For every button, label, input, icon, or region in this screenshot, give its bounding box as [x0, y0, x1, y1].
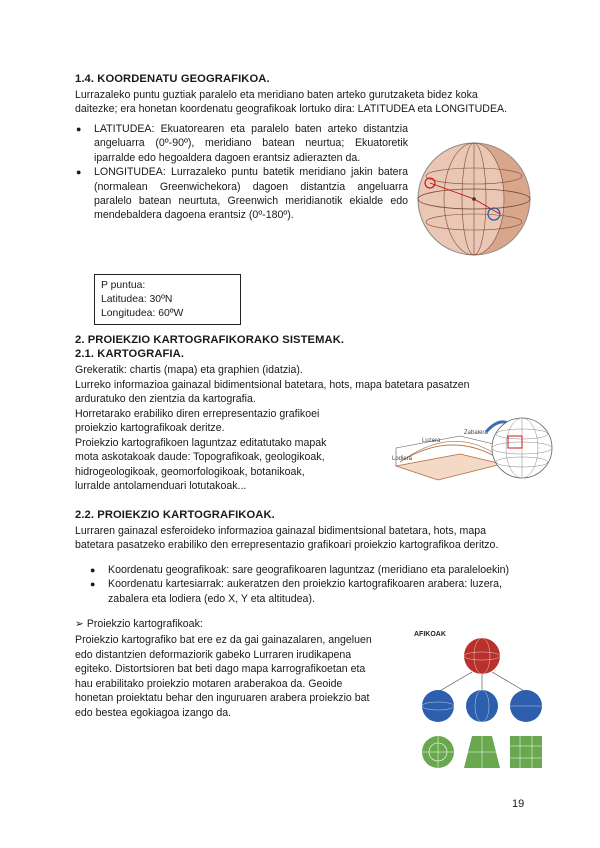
globe-coordinates-figure: [410, 138, 538, 260]
projection-bullet-list: [88, 563, 538, 606]
bullet-kartesiarrak: ● Koordenatu kartesiarrak: aukeratzen den proiekzio kartografikoaren arabera: luzera, zabalera eta lodiera (edo X, Y eta altitudea).: [88, 577, 538, 606]
intro-line-2: daitezke; era honetan koordenatu geografikoak lortuko dira: LATITUDEA eta LONGITUDEA.: [75, 103, 508, 115]
projection-para-line-4: hau erabilitako proiekzio motaren araberakoa da. Geoide: [75, 678, 343, 690]
p-point-longitude: Longitudea: 60ºW: [101, 307, 184, 319]
section-heading-koordenatu: 1.4. KOORDENATU GEOGRAFIKOA.: [75, 73, 270, 85]
subheading-kartografia: 2.1. KARTOGRAFIA.: [75, 348, 185, 360]
section-heading-sistemak: 2. PROIEKZIO KARTOGRAFIKORAKO SISTEMAK.: [75, 334, 345, 346]
projection-para-line-5: honetan proiektatu behar den inguruaren arabera proiekzio bat: [75, 692, 370, 704]
bullet-longitudea: ● LONGITUDEA: Lurrazaleko puntu batetik meridiano jakin batera (normalean Greenwichekora) dagoen distantzia angeluarra paralelo batean neurtuta, Greenwich meridianotik ekialde edo mendebaldera dagoena erantsiz (0º-180º).: [74, 165, 408, 223]
kartografia-line-9: lurralde antolamenduari lotutakoak...: [75, 480, 247, 492]
label-luzera: Luzera: [422, 438, 441, 444]
bullet-geografikoak: ● Koordenatu geografikoak: sare geografikoaren laguntzaz (meridiano eta paraleloekin): [88, 563, 538, 577]
p-point-label: P puntua:: [101, 280, 146, 291]
kartografia-line-3: arduratuko den zientzia da kartografia.: [75, 393, 256, 405]
kartografia-line-5: proiekzio kartografikoak deritze.: [75, 422, 225, 434]
intro-line-1: Lurrazaleko puntu guztiak paralelo eta meridiano baten arteko gurutzaketa bidez koka: [75, 89, 478, 101]
projection-para-line-1: Proiekzio kartografiko bat ere ez da gai gainazalaren, angeluen: [75, 634, 372, 646]
p-point-box: [94, 274, 241, 325]
kartografia-line-7: mota askotakoak daude: Topografikoak, geologikoak,: [75, 451, 325, 463]
label-lodiera: Lodiera: [392, 456, 413, 462]
kartografia-line-4: Horretarako erabiliko diren errepresentazio grafikoei: [75, 408, 320, 420]
cartography-projection-figure: [390, 400, 556, 492]
coordinate-bullet-list: [74, 122, 408, 223]
bullet-latitudea: ● LATITUDEA: Ekuatorearen eta paralelo baten arteko distantzia angeluarra (0º-90º), meridiano batean neurtua; Ekuatoretik iparralde edo hegoaldera dagoen erantsiz adierazten da.: [74, 122, 408, 165]
kartografia-line-1: Grekeratik: chartis (mapa) eta graphien (idatzia).: [75, 364, 303, 376]
projection-para-line-2: edo distantzien deformaziorik gabeko Lurraren irudikapena: [75, 649, 352, 661]
projection-para-line-3: egiteko. Distortsioren bat beti dago mapa karrografikoetan eta: [75, 663, 366, 675]
kartografia-line-2: Lurreko informazioa gainazal bidimentsional batetara, hots, mapa batetara pasatzen: [75, 379, 470, 391]
kartografia-line-8: hidrogeologikoak, geomorfologikoak, botanikoak,: [75, 466, 305, 478]
label-zabalera: Zabalera: [464, 430, 488, 436]
kartografia-line-6: Proiekzio kartografikoen laguntzaz editatutako mapak: [75, 437, 327, 449]
projection-types-figure: [412, 628, 552, 776]
proiekzio-line-2: batetara pasatzeko erabiliko den errepresentazio grafikoari proiekzio kartografikoa deritzo.: [75, 539, 499, 551]
page-number: 19: [512, 798, 525, 810]
projection-para-line-6: edo bestea egokiagoa izango da.: [75, 707, 232, 719]
projections-figure-title: AFIKOAK: [414, 631, 446, 638]
p-point-latitude: Latitudea: 30ºN: [101, 293, 173, 305]
proiekzio-line-1: Lurraren gainazal esferoideko informazioa gainazal bidimentsional batetara, hots, mapa: [75, 525, 487, 537]
section-heading-proiekzio: 2.2. PROIEKZIO KARTOGRAFIKOAK.: [75, 509, 275, 521]
projection-subheading: ➢ Proiekzio kartografikoak:: [75, 618, 203, 630]
